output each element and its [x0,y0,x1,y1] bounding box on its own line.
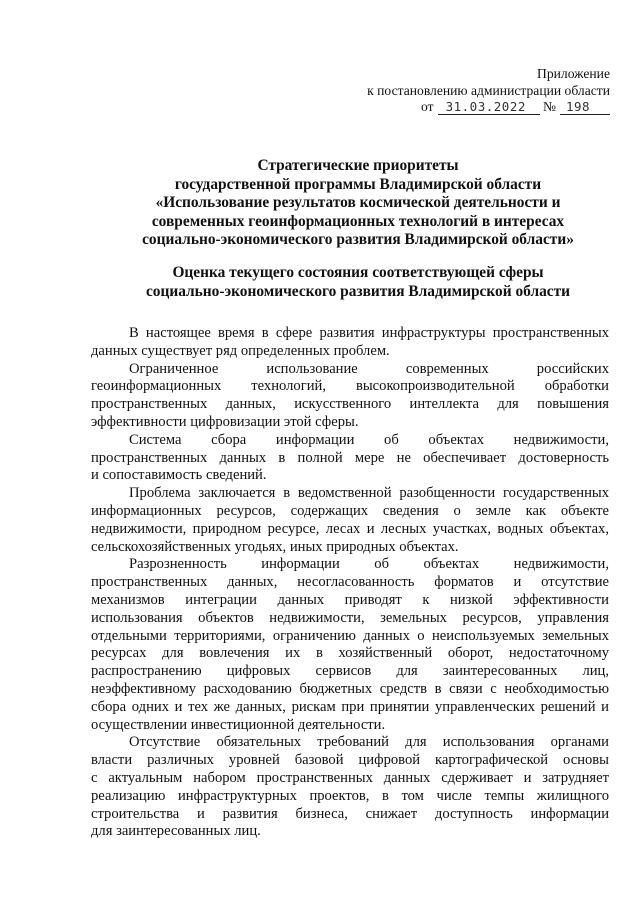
text-line: неэффективному расходованию бюджетных средств в связи с необходимостью [91,680,609,697]
text-line: реализацию инфраструктурных проектов, в том числе темпы жилищного [91,787,609,804]
paragraph [91,325,609,361]
heading-line: социально-экономического развития Владимирской области [145,282,571,300]
paragraph [91,485,609,556]
text-line: сбора одних и тех же данных, рискам при принятии управленческих решений и [91,698,609,715]
text-line: пространственных данных, искусственного интеллекта для повышения [91,396,609,413]
section-heading [88,264,628,301]
text-line: данных существует ряд определенных проблем. [91,342,390,359]
title-line: государственной программы Владимирской области [174,175,542,193]
text-line: осуществлении инвестиционной деятельности. [91,716,386,733]
appendix-label: Приложение [537,66,610,81]
appendix-header [367,66,610,116]
text-line: отдельными территориями, ограничению данных о неиспользуемых земельных [91,627,609,644]
text-line: ресурсах для вовлечения их в хозяйственный оборот, недостаточному [91,645,609,662]
text-line: пространственных данных, несогласованность форматов и отсутствие [91,574,609,591]
text-line: власти различных уровней базовой цифровой картографической основы [91,752,609,769]
text-line: использования объектов недвижимости, земельных ресурсов, управления [91,609,609,626]
heading-line: Оценка текущего состояния соответствующей сферы [172,264,544,281]
paragraph [91,734,609,841]
text-line: пространственных данных в полной мере не обеспечивает достоверность [91,449,609,466]
text-line: строительства и развития бизнеса, снижает доступность информации [91,805,609,822]
from-label: от [421,99,434,114]
text-line: геоинформационных технологий, высокопроизводительной обработки [91,378,609,395]
text-line: с актуальным набором пространственных данных сдерживает и затрудняет [91,769,609,786]
paragraph [91,432,609,485]
handwritten-number: 198 [560,100,610,115]
paragraph [91,361,609,432]
text-line: эффективности цифровизации этой сферы. [91,413,359,430]
title-line: Стратегические приоритеты [257,157,459,174]
document-title [88,157,628,250]
text-line: В настоящее время в сфере развития инфраструктуры пространственных [129,325,609,341]
appendix-date-number [367,99,610,116]
handwritten-date: 31.03.2022 [438,100,540,115]
body-text [91,325,609,841]
text-line: Разрозненность информации об объектах недвижимости, [129,556,609,573]
title-line: «Использование результатов космической деятельности и [155,194,561,211]
text-line: для заинтересованных лиц. [91,823,261,840]
text-line: Ограниченное использование современных российских [129,360,609,377]
text-line: Отсутствие обязательных требований для использования органами [129,734,609,751]
paragraph [91,556,609,734]
number-label: № [543,99,556,114]
title-line: современных геоинформационных технологий в интересах [151,212,565,230]
text-line: и сопоставимость сведений. [91,467,267,484]
text-line: информационных ресурсов, содержащих сведения о земле как объекте [91,502,609,519]
text-line: Система сбора информации об объектах недвижимости, [129,431,609,448]
text-line: распространению цифровых сервисов для заинтересованных лиц, [91,663,609,680]
text-line: Проблема заключается в ведомственной разобщенности государственных [129,485,609,502]
text-line: сельскохозяйственных угодьях, иных природных объектах. [91,538,459,555]
title-line: социально-экономического развития Владимирской области» [142,231,574,248]
text-line: недвижимости, природном ресурсе, лесах и лесных участках, водных объектах, [91,520,609,537]
text-line: механизмов интеграции данных приводят к низкой эффективности [91,591,609,608]
appendix-reference: к постановлению администрации области [367,82,610,98]
